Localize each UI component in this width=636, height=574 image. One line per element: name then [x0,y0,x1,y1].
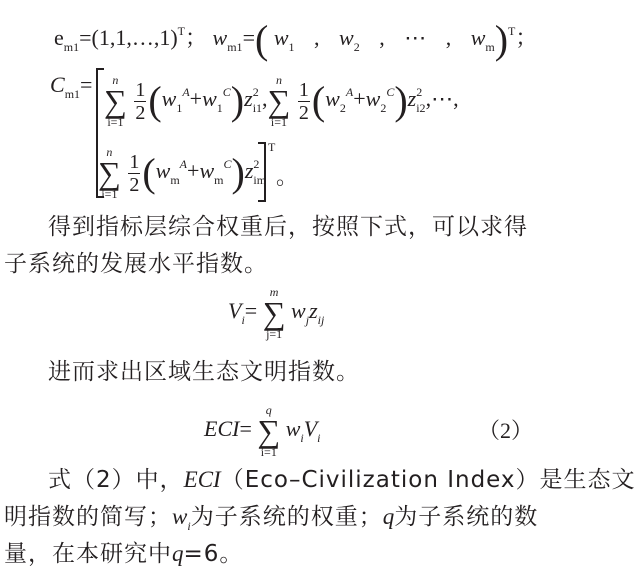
summation-3: n ∑ i=1 [98,145,121,201]
equals-sign: = [80,72,93,97]
equation-c-row1-terms: n ∑ i=1 $\frac{1}{2}$ $(w_1^A+w_1^C)z^2_{i1}$, n ∑ i=1 $\frac{1}{2}$ $(w_2^A+w_2^C)z^2_{i2},\cdots$, [104,73,459,129]
paragraph-3-line-2: 明指数的简写；$w_i$为子系统的权重；q为子系统的数 [4,504,539,533]
c-symbol: C [50,72,65,97]
summation-2: n ∑ i=1 [267,73,291,129]
w2-subscript: 2 [353,40,360,54]
fraction-half-3: $\frac{1}{2}$ [129,150,140,196]
paragraph-1-line-1: 得到指标层综合权重后，按照下式，可以求得 [48,214,528,240]
equation-c-row1 [50,72,92,102]
w-subscript: m1 [227,40,243,54]
equation-period: 。 [276,164,299,189]
equation-number: （2） [478,418,534,443]
separator: ； [185,25,208,50]
equals-sign: = [242,25,255,50]
fraction-half-1: $\frac{1}{2}$ [135,78,146,124]
w1-subscript: 1 [288,40,295,54]
paragraph-3-line-3: 量，在本研究中q=6。 [4,541,244,567]
end-separator: ； [515,25,538,50]
left-paren: ( [254,17,269,62]
paragraph-1-line-2: 子系统的发展水平指数。 [4,251,268,277]
e-vector: =(1,1,…,1) [79,25,178,50]
comma-2: , [379,25,385,50]
w2-symbol: w [339,25,354,50]
paragraph-3-line-1: 式（2）中，ECI（Eco–Civilization Index）是生态文 [48,467,636,493]
w-symbol: w [212,25,228,50]
comma-1: , [314,25,320,50]
w1-symbol: w [273,25,289,50]
summation-v: m ∑ j=1 [262,285,286,341]
ellipsis: ⋯ [404,25,427,50]
bracket-transpose-and-period: T [268,140,276,154]
c-subscript: m1 [64,87,81,101]
equation-eci: ECI= q ∑ i=1 $w_iV_i$ [204,403,321,459]
right-paren: ) [494,17,509,62]
comma-3: , [445,25,452,50]
e-symbol: e [54,25,64,50]
summation-1: n ∑ i=1 [104,73,127,129]
equation-v: $V_i=$ m ∑ j=1 $w_jz_{ij}$ [228,285,325,341]
right-bracket [258,142,266,202]
summation-eci: q ∑ i=1 [257,403,281,459]
e-subscript: m1 [63,40,80,54]
w-transpose: T [508,24,516,38]
equation-e-w [54,17,538,62]
wm-symbol: w [470,25,486,50]
fraction-half-2: $\frac{1}{2}$ [298,78,309,124]
equation-c-row2: n ∑ i=1 $\frac{1}{2}$ $(w_m^A+w_m^C)z^2_{im}$ [98,145,267,201]
e-transpose: T [177,24,186,38]
wm-subscript: m [485,40,495,54]
paragraph-2: 进而求出区域生态文明指数。 [48,359,360,385]
